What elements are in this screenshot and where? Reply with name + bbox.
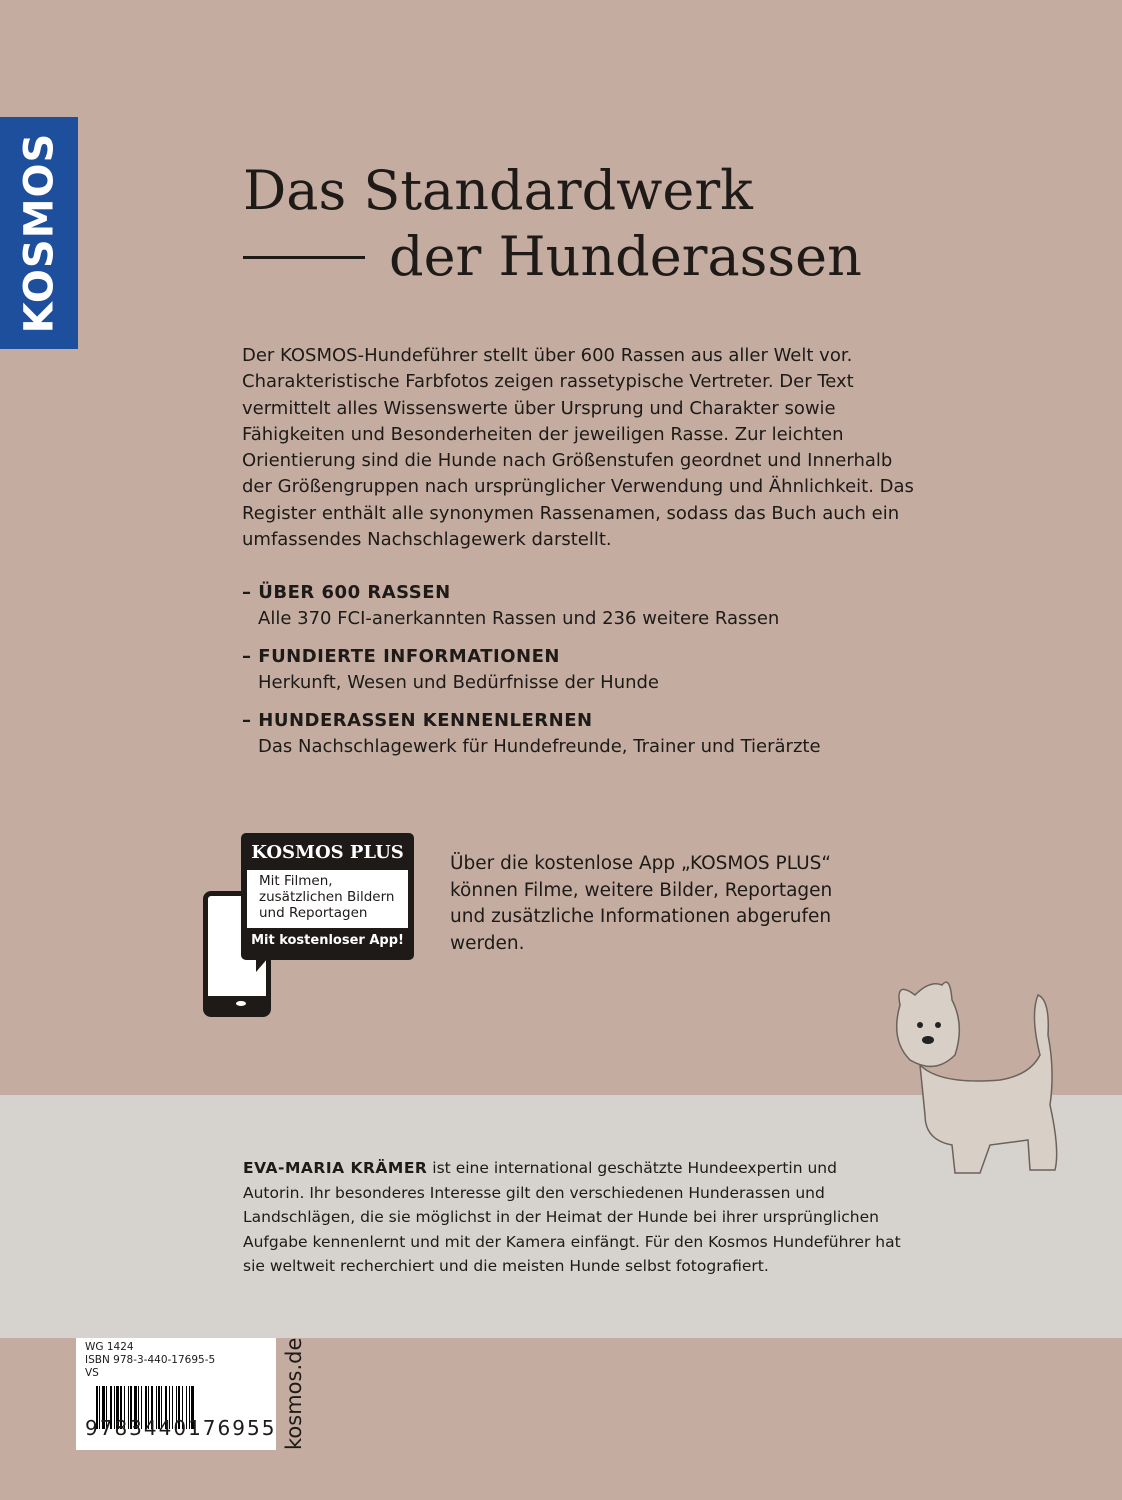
intro-text: Der KOSMOS-Hundeführer stellt über 600 Rassen aus aller Welt vor. Charakteristische Farbfotos zeigen rassetypische Vertreter. Der Text vermittelt alles Wissenswerte über Ursprung und Charakter sowie Fähigkeiten und Besonderheiten der jeweiligen Rasse. Zur leichten Orientierung sind die Hunde nach Größenstufen geordnet und Innerhalb der Größengruppen nach ursprünglicher Verwendung und Ähnlichkeit. Das Register enthält alle synonymen Rassenamen, sodass das Buch auch ein umfassendes Nachschlagewerk darstellt. — [242, 345, 914, 551]
barcode-number: 9783440176955 — [85, 1416, 277, 1440]
feature-item: – FUNDIERTE INFORMATIONEN Herkunft, Wesen und Bedürfnisse der Hunde — [242, 646, 660, 693]
author-name: EVA-MARIA KRÄMER — [243, 1159, 428, 1177]
title-line-1: Das Standardwerk — [243, 159, 753, 222]
page-title — [243, 158, 862, 290]
kosmos-logo: KOSMOS — [0, 117, 78, 349]
title-line-2: der Hunderassen — [389, 225, 862, 288]
isbn-label: WG 1424 ISBN 978-3-440-17695-5 VS 9783440176955 — [76, 1338, 276, 1450]
title-dash — [243, 256, 365, 259]
app-text: Über die kostenlose App „KOSMOS PLUS“ können Filme, weitere Bilder, Reportagen und zusätzliche Informationen abgerufen werden. — [450, 853, 833, 954]
westie-dog-illustration — [880, 975, 1080, 1190]
publisher-url: kosmos.de — [282, 1337, 306, 1450]
feature-item: – HUNDERASSEN KENNENLERNEN Das Nachschlagewerk für Hundefreunde, Trainer und Tierärzte — [242, 710, 821, 757]
speech-tail — [256, 958, 268, 972]
feature-item: – ÜBER 600 RASSEN Alle 370 FCI-anerkannten Rassen und 236 weitere Rassen — [242, 582, 780, 629]
author-bio: EVA-MARIA KRÄMER ist eine international geschätzte Hundeexpertin und Autorin. Ihr besonderes Interesse gilt den verschiedenen Hunderassen und Landschlägen, die sie möglichst in der Heimat der Hunde bei ihrer ursprünglichen Aufgabe kennenlernt und mit der Kamera einfängt. Für den Kosmos Hundeführer hat sie weltweit recherchiert und die meisten Hunde selbst fotografiert. — [243, 1159, 901, 1276]
kosmos-plus-badge: KOSMOS PLUS Mit Filmen, zusätzlichen Bildern und Reportagen Mit kostenloser App! — [241, 833, 414, 960]
